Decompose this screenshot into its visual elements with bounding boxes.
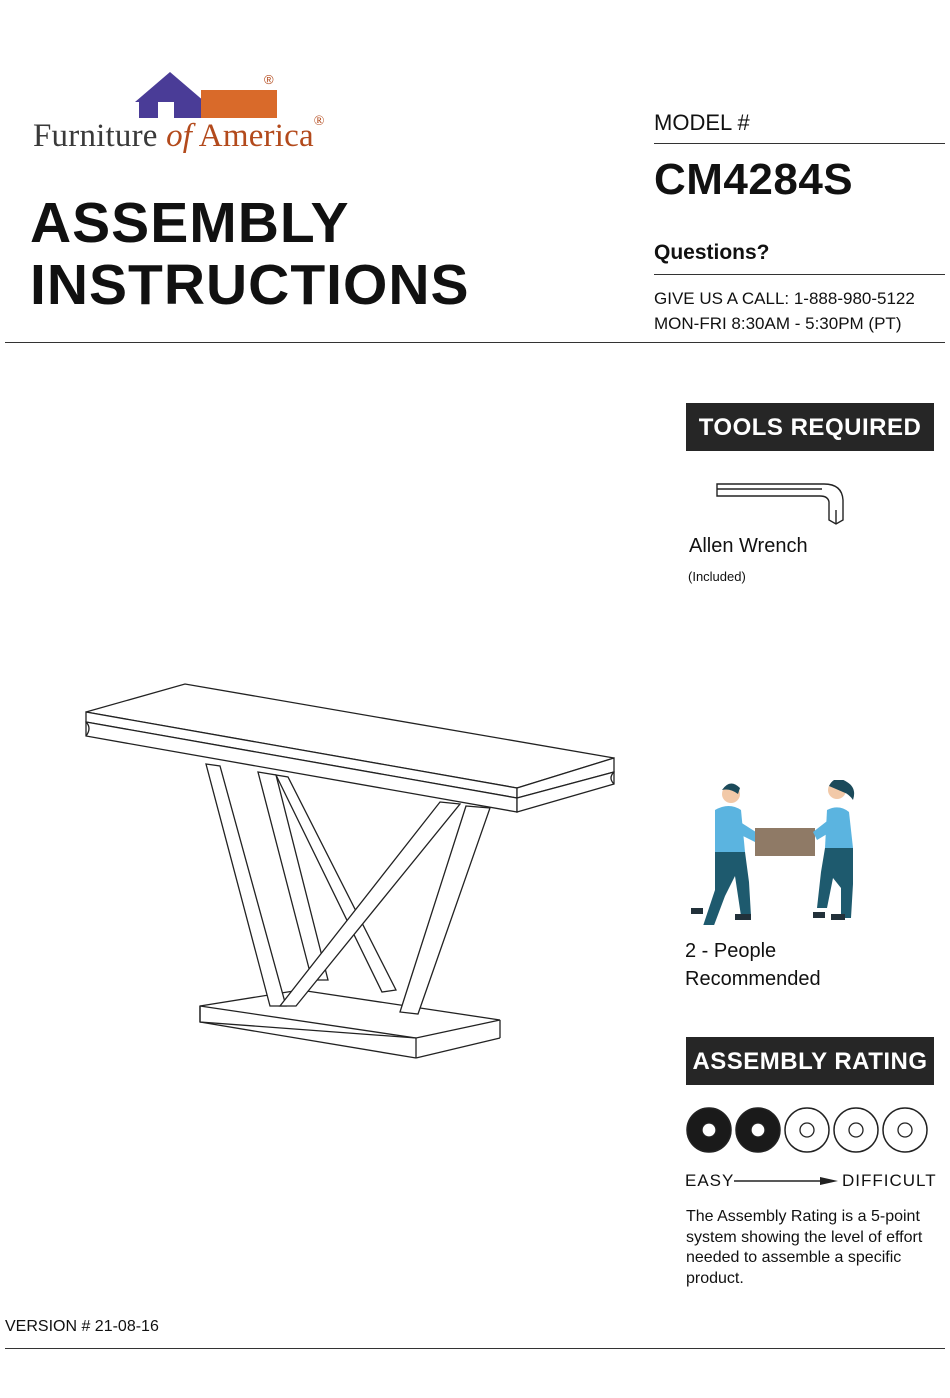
brand-registered-mark: ® [313,114,325,129]
brand-name [33,114,325,155]
tool-name: Allen Wrench [689,535,808,557]
title-line-2: INSTRUCTIONS [30,253,470,317]
rating-difficult-label: DIFFICULT [842,1171,937,1190]
rating-dot-center [702,1123,716,1137]
contact-phone: GIVE US A CALL: 1-888-980-5122 [654,289,915,308]
contact-info [654,286,915,336]
tool-note: (Included) [688,569,746,584]
version-number: VERSION # 21-08-16 [5,1318,159,1335]
console-table-illustration [80,680,620,1065]
rating-dot-center [751,1123,765,1137]
header-divider [5,342,945,343]
assembly-rating-banner: ASSEMBLY RATING [686,1037,934,1085]
rating-description: The Assembly Rating is a 5-point system showing the level of effort needed to assemble a specific product. [686,1208,923,1287]
two-people-icon [685,780,885,925]
questions-heading: Questions? [654,241,770,264]
model-label: MODEL # [654,110,750,135]
people-count: 2 - People [685,940,777,962]
allen-wrench-icon [714,480,850,528]
divider [654,274,945,275]
brand-name-america: America [198,118,314,154]
rating-dot-center [898,1123,912,1137]
rating-easy-label: EASY [685,1171,735,1190]
tools-required-banner: TOOLS REQUIRED [686,403,934,451]
people-recommendation [685,937,821,993]
title-line-1: ASSEMBLY [30,191,350,255]
page-title [30,192,470,316]
brand-name-main: Furniture [33,118,158,154]
rating-dot-center [849,1123,863,1137]
model-number: CM4284S [654,155,854,204]
footer-divider [5,1348,945,1349]
arrow-right-icon [734,1172,840,1190]
brand-name-of: of [166,118,193,154]
rating-scale [685,1106,933,1158]
logo-registered-mark: ® [264,72,274,87]
people-note: Recommended [685,968,821,990]
rating-dot-center [800,1123,814,1137]
divider [654,143,945,144]
contact-hours: MON-FRI 8:30AM - 5:30PM (PT) [654,314,902,333]
